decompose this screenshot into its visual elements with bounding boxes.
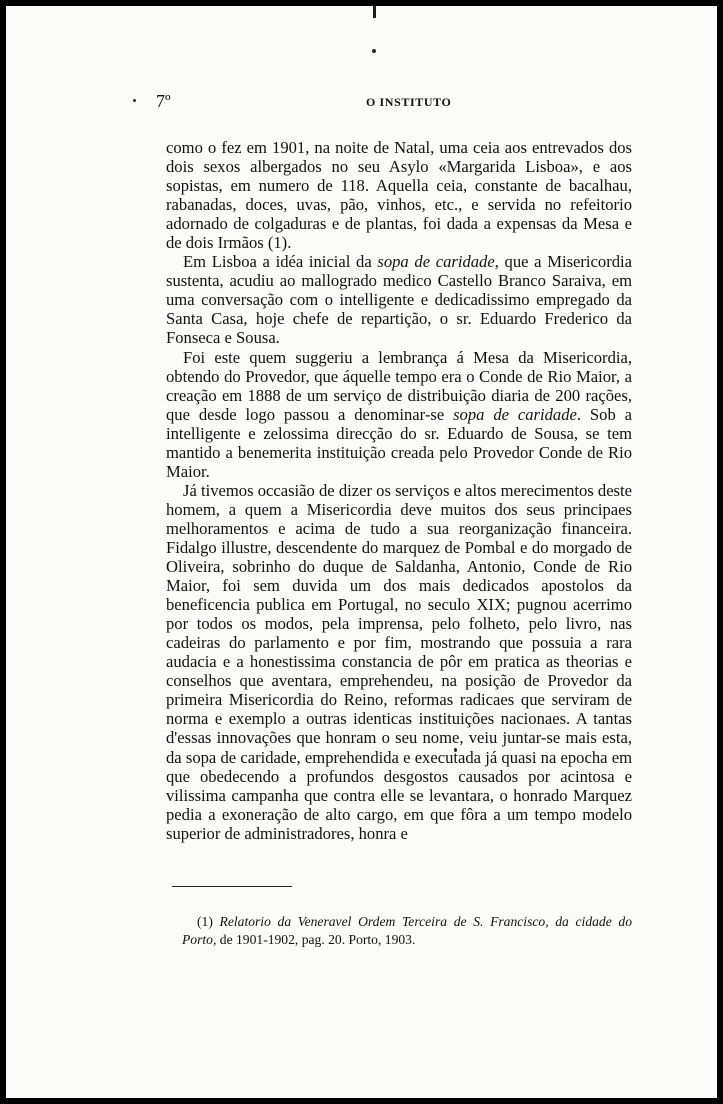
page-header	[156, 91, 636, 115]
footnote-title: Relatorio da Veneravel Ordem Terceira de S. Francisco, da cidade do Porto,	[182, 914, 633, 947]
footnote-citation: de 1901-1902, pag. 20. Porto, 1903.	[216, 932, 416, 947]
paragraph-text: Já tivemos occasião de dizer os serviços e altos merecimentos deste homem, a quem a Misericordia deve muitos dos seus principaes melhoramentos e acima de tudo a sua reorganização financeira. Fidalgo illustre, descendente do marquez de Pombal e do morgado de Oliveira, sobrinho do duque de Saldanha, Antonio, Conde de Rio Maior, foi sem duvida um dos mais dedicados apostolos da beneficencia publica em Portugal, no seculo XIX; pugnou acerrimo por todos os modos, pela imprensa, pelo folheto, pelo livro, nas cadeiras do parlamento e por fim, mostrando que possuia a rara audacia e a honestissima constancia de pôr em pratica as theorias e conselhos que aventara, emprehendeu, na posição de Provedor da primeira Misericordia do Reino, reformas radicaes que serviram de norma e exemplo a outras identicas instituições nacionaes. A tantas d'essas innovações que honram o seu nome, veiu juntar-se mais esta, da sopa de caridade, emprehendida e executada já quasi na epocha em que obedecendo a profundos desgostos causados por acintosa e vilissima campanha que contra elle se levantara, o honrado Marquez pedia a exoneração de alto cargo, em que fôra a um tempo modelo superior de administradores, honra e	[166, 480, 632, 843]
footnote	[182, 913, 632, 949]
running-title: O INSTITUTO	[366, 95, 452, 109]
paragraph	[166, 252, 632, 347]
page-number: 7º	[156, 91, 171, 111]
paragraph-text: Em Lisboa a idéa inicial da	[183, 252, 378, 272]
italic-phrase: sopa de caridade	[453, 404, 577, 424]
paragraph-text: , que a Misericordia sustenta, acudiu ao mallogrado medico Castello Branco Saraiva, em uma conversação com o intelligente e dedicadissimo empregado da Santa Casa, hoje chefe de repartição, o sr. Eduardo Frederico da Fonseca e Sousa.	[166, 252, 632, 348]
paragraph-text: como o fez em 1901, na noite de Natal, uma ceia aos entrevados dos dois sexos albergados no seu Asylo «Margarida Lisboa», e aos sopistas, em numero de 118. Aquella ceia, constante de bacalhau, rabanadas, doces, uvas, pão, vinhos, etc., e servida no refeitorio adornado de colgaduras e de plantas, foi dada a expensas da Mesa e de dois Irmãos (1).	[166, 138, 632, 253]
paragraph-text: Foi este quem suggeriu a lembrança á Mesa da Misericordia, obtendo do Provedor, que áquelle tempo era o Conde de Rio Maior, a creação em 1888 de um serviço de distribuição diaria de 200 rações, que desde logo passou a denominar-se	[166, 347, 632, 424]
italic-phrase: sopa de caridade	[377, 252, 495, 272]
paragraph	[166, 481, 632, 843]
paragraph-text: . Sob a intelligente e zelossima direcção do sr. Eduardo de Sousa, se tem mantido a benemerita instituição creada pelo Provedor Conde de Rio Maior.	[166, 404, 632, 481]
page-edge-mark	[373, 6, 376, 18]
print-speck	[372, 49, 376, 53]
main-text	[166, 138, 632, 843]
paragraph	[166, 138, 632, 252]
paragraph	[166, 348, 632, 481]
book-page	[6, 6, 717, 1098]
print-speck	[133, 99, 136, 102]
footnote-rule	[172, 886, 292, 887]
footnote-marker: (1)	[197, 914, 220, 929]
